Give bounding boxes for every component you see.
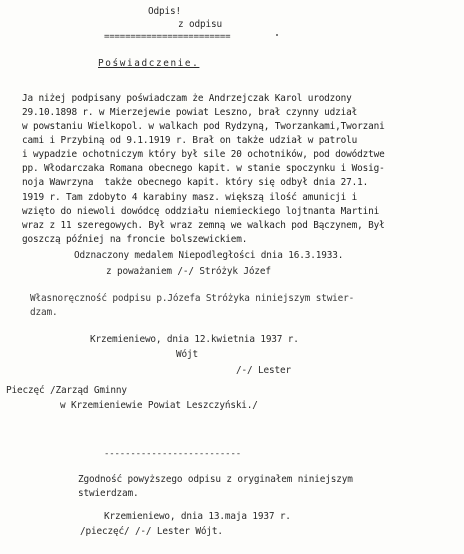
body-line: pp. Włodarczaka Romana obecnego kapit. w stanie spoczynku i Wosig- xyxy=(22,163,385,174)
conformity-line: stwierdzam. xyxy=(78,488,139,499)
regards-signature: z poważaniem /-/ Stróżyk Józef xyxy=(106,266,271,277)
header-copy-label: Odpis! xyxy=(148,6,181,17)
conformity-line: Zgodność powyższego odpisu z oryginałem niniejszym xyxy=(78,474,353,485)
body-line: wzięto do niewoli dowódcę oddziału niemieckiego lojtnanta Martini xyxy=(22,206,380,217)
seal-line: w Krzemieniewie Powiat Leszczyński./ xyxy=(60,400,258,411)
signature-lester: /-/ Lester xyxy=(236,365,291,376)
header-double-rule: ======================== xyxy=(104,32,231,42)
ink-speck xyxy=(276,34,278,36)
body-line: Ja niżej podpisany poświadczam że Andrzejczak Karol urodzony xyxy=(22,93,352,104)
body-line: 1919 r. Tam zdobyto 4 karabiny masz. większą ilość amunicji i xyxy=(22,192,358,203)
body-line: cami i Przybiną od 9.1.1919 r. Brał on także udział w patrolu xyxy=(22,135,358,146)
place-date-second: Krzemieniewo, dnia 13.maja 1937 r. xyxy=(104,511,291,522)
body-line: 29.10.1898 r. w Mierzejewie powiat Leszno, brał czynny udział xyxy=(22,107,358,118)
final-signature: /pieczęć/ /-/ Lester Wójt. xyxy=(80,526,223,537)
place-date-first: Krzemieniewo, dnia 12.kwietnia 1937 r. xyxy=(90,334,299,345)
header-copy-of-copy: z odpisu xyxy=(178,19,222,30)
document-title: Poświadczenie. xyxy=(98,58,200,69)
body-line: goszczą później na froncie bolszewickiem. xyxy=(22,234,248,245)
certification-line: dzam. xyxy=(30,307,58,318)
medal-statement: Odznaczony medalem Niepodległości dnia 16.3.1933. xyxy=(74,250,344,261)
dashed-divider: -------------------------- xyxy=(104,449,241,459)
body-line: wraz z 11 szeregowych. Był wraz zemną we walkach pod Bączynem, Był xyxy=(22,220,385,231)
certification-line: Własnoręczność podpisu p.Józefa Stróżyka niniejszym stwier- xyxy=(30,293,355,304)
body-line: noja Wawrzyna także obecnego kapit. który się odbył dnia 27.1. xyxy=(22,177,369,188)
seal-line: Pieczęć /Zarząd Gminny xyxy=(6,385,127,396)
body-line: i wypadzie ochotniczym który był sile 20 ochotników, pod dowództwe xyxy=(22,149,385,160)
wojt-title: Wójt xyxy=(176,349,198,360)
body-line: w powstaniu Wielkopol. w walkach pod Rydzyną, Tworzankami,Tworzani xyxy=(22,121,385,132)
